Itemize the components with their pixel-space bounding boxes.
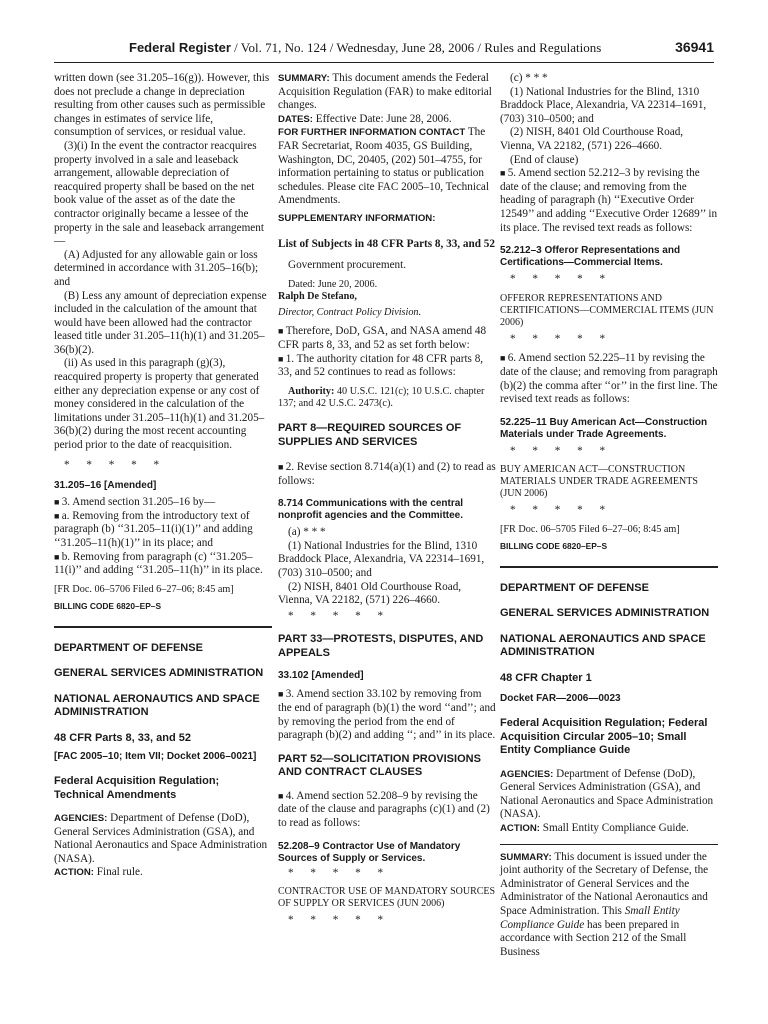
signer-name: Ralph De Stefano, xyxy=(278,290,357,302)
agencies-line: AGENCIES: Department of Defense (DoD), General Services Administration (GSA), and National Aeronautics and Space Administration (NASA). xyxy=(54,812,268,865)
summary-label: SUMMARY: xyxy=(500,851,552,863)
column-2 xyxy=(278,72,496,934)
amendment-instruction: ■ a. Removing from the introductory text of paragraph (b) ‘‘31.205–11(i)(1)’’ and adding ‘‘31.205–11(h)(1)’’ in its place; and xyxy=(54,509,253,549)
square-bullet-icon: ■ xyxy=(278,326,286,337)
clause-title: OFFEROR REPRESENTATIONS AND CERTIFICATIONS—COMMERCIAL ITEMS (JUN 2006) xyxy=(500,292,714,328)
paragraph: (3)(i) In the event the contractor reacquires property involved in a sale and leaseback arrangement, allowable depreciation of reacquired property shall be based on the net book value of the asset as of the date the contractor originally became a lessee of the property in the sale and leaseback arrangement— xyxy=(54,139,264,248)
section-heading: 52.225–11 Buy American Act—Construction Materials under Trade Agreements. xyxy=(500,416,708,440)
address-paragraph: (1) National Industries for the Blind, 1310 Braddock Place, Alexandria, VA 22314–1691, (703) 310–0500; and xyxy=(500,85,707,125)
authority-label: Authority: xyxy=(288,385,335,397)
paragraph-marker: (c) * * * xyxy=(510,72,548,84)
square-bullet-icon: ■ xyxy=(500,168,508,179)
subject-term: Government procurement. xyxy=(288,259,407,272)
section-rule xyxy=(500,844,718,845)
dated-line: Dated: June 20, 2006. xyxy=(288,278,378,290)
action-line: ACTION: Final rule. xyxy=(54,866,143,879)
guide-title-italic: Small Entity Compliance Guide xyxy=(500,905,680,931)
agency-heading: DEPARTMENT OF DEFENSE xyxy=(54,641,203,654)
amendment-instruction: ■ 3. Amend section 31.205–16 by— xyxy=(54,496,216,509)
action-line: ACTION: Small Entity Compliance Guide. xyxy=(500,822,689,835)
signer-title: Director, Contract Policy Division. xyxy=(278,307,422,319)
dates-line: DATES: Effective Date: June 28, 2006. xyxy=(278,112,452,125)
end-of-clause: (End of clause) xyxy=(510,153,579,166)
paragraph: (B) Less any amount of depreciation expense included in the calculation of the amount that would have been allowed had the contractor leased title under 31.205–11(h)(1) and 31.205–36(b)(2). xyxy=(54,289,267,356)
paragraph: (ii) As used in this paragraph (g)(3), reacquired property is property that generated either any depreciation expense or any cost of money considered in the calculation of the limitations under 31.205–11(h)(1) and 31.205–36(b)(2) during the most recent accounting period prior to the date of reacquisition. xyxy=(54,357,265,452)
subjects-heading: List of Subjects in 48 CFR Parts 8, 33, and 52 xyxy=(278,237,495,250)
amendment-instruction: ■ b. Removing from paragraph (c) ‘‘31.205–11(i)’’ and adding ‘‘31.205–11(h)’’ in its place. xyxy=(54,550,263,577)
authority-line: Authority: 40 U.S.C. 121(c); 10 U.S.C. chapter 137; and 42 U.S.C. 2473(c). xyxy=(278,385,485,409)
issue-info: / Vol. 71, No. 124 / Wednesday, June 28, 2006 / Rules and Regulations xyxy=(230,40,602,55)
section-heading: 31.205–16 [Amended] xyxy=(54,480,157,492)
agency-heading: NATIONAL AERONAUTICS AND SPACE ADMINISTRATION xyxy=(500,632,706,659)
amendment-instruction: ■ 6. Amend section 52.225–11 by revising the date of the clause; and removing from paragraph (b)(2) the comma after ‘‘or’’ in the first line. The revised text reads as follows: xyxy=(500,352,718,406)
page-number: 36941 xyxy=(675,39,714,55)
agency-heading: DEPARTMENT OF DEFENSE xyxy=(500,581,649,594)
docket-number: [FAC 2005–10; Item VII; Docket 2006–0021] xyxy=(54,751,257,763)
amendment-instruction: ■ Therefore, DoD, GSA, and NASA amend 48 CFR parts 8, 33, and 52 as set forth below: xyxy=(278,325,487,351)
cfr-parts: 48 CFR Parts 8, 33, and 52 xyxy=(54,731,191,744)
document-title: Federal Acquisition Regulation; Federal Acquisition Circular 2005–10; Small Entity Compliance Guide xyxy=(500,717,708,757)
agencies-label: AGENCIES: xyxy=(500,768,554,780)
dates-label: DATES: xyxy=(278,113,313,125)
journal-name: Federal Register xyxy=(129,40,231,55)
paragraph: (A) Adjusted for any allowable gain or loss determined in accordance with 31.205–16(b); and xyxy=(54,248,259,288)
square-bullet-icon: ■ xyxy=(278,462,286,473)
supplementary-label: SUPPLEMENTARY INFORMATION: xyxy=(278,212,436,224)
part-heading: PART 33—PROTESTS, DISPUTES, AND APPEALS xyxy=(278,633,484,659)
agency-heading: NATIONAL AERONAUTICS AND SPACE ADMINISTRATION xyxy=(54,692,260,719)
amendment-instruction: ■ 3. Amend section 33.102 by removing from the end of paragraph (b)(1) the word ‘‘and’’; and by removing the period from the end of paragraph (b)(2) and adding ‘‘; and’’ in its place. xyxy=(278,688,496,742)
square-bullet-icon: ■ xyxy=(54,551,62,562)
running-header xyxy=(54,40,714,58)
ellipsis-stars: * * * * * xyxy=(510,332,606,345)
agencies-label: AGENCIES: xyxy=(54,813,108,825)
part-heading: PART 8—REQUIRED SOURCES OF SUPPLIES AND SERVICES xyxy=(278,422,462,448)
section-heading: 52.208–9 Contractor Use of Mandatory Sources of Supply or Services. xyxy=(278,840,461,864)
agency-heading: GENERAL SERVICES ADMINISTRATION xyxy=(54,667,264,680)
docket-number: Docket FAR—2006—0023 xyxy=(500,693,621,705)
column-3 xyxy=(500,72,718,959)
amendment-instruction: ■ 5. Amend section 52.212–3 by revising the date of the clause; and removing from the heading of paragraph (h) ‘‘Executive Order 12549’’ and adding ‘‘Executive Order 12689’’ in its place. The revised text reads as follows: xyxy=(500,167,718,234)
summary-paragraph: SUMMARY: This document is issued under the joint authority of the Secretary of Defense, the Administrator of General Services and the Administrator of the National Aeronautics and Space Administration. This Small Entity Compliance Guide has been prepared in accordance with Section 212 of the Small Business xyxy=(500,850,709,958)
ellipsis-stars: * * * * * xyxy=(64,458,160,471)
ellipsis-stars: * * * * * xyxy=(288,609,384,622)
square-bullet-icon: ■ xyxy=(500,353,508,364)
column-1 xyxy=(54,72,272,880)
ellipsis-stars: * * * * * xyxy=(510,273,606,286)
fr-doc-citation: [FR Doc. 06–5705 Filed 6–27–06; 8:45 am] xyxy=(500,523,680,535)
document-separator xyxy=(54,626,272,628)
contact-label: FOR FURTHER INFORMATION CONTACT xyxy=(278,127,466,139)
billing-code: BILLING CODE 6820–EP–S xyxy=(54,600,162,611)
square-bullet-icon: ■ xyxy=(278,353,286,364)
billing-code: BILLING CODE 6820–EP–S xyxy=(500,541,608,552)
cfr-parts: 48 CFR Chapter 1 xyxy=(500,671,592,684)
section-heading: 52.212–3 Offeror Representations and Certifications—Commercial Items. xyxy=(500,245,681,269)
address-paragraph: (2) NISH, 8401 Old Courthouse Road, Vienna, VA 22182, (571) 226–4660. xyxy=(500,126,684,152)
agency-heading: GENERAL SERVICES ADMINISTRATION xyxy=(500,607,710,620)
document-title: Federal Acquisition Regulation; Technical Amendments xyxy=(54,775,220,801)
summary-label: SUMMARY: xyxy=(278,73,330,84)
action-label: ACTION: xyxy=(54,867,94,879)
ellipsis-stars: * * * * * xyxy=(288,866,384,879)
ellipsis-stars: * * * * * xyxy=(510,444,606,457)
address-paragraph: (2) NISH, 8401 Old Courthouse Road, Vienna, VA 22182, (571) 226–4660. xyxy=(278,580,462,607)
square-bullet-icon: ■ xyxy=(54,510,62,521)
header-rule xyxy=(54,62,714,63)
header-title xyxy=(129,40,601,56)
action-label: ACTION: xyxy=(500,823,540,835)
part-heading: PART 52—SOLICITATION PROVISIONS AND CONTRACT CLAUSES xyxy=(278,752,481,779)
amendment-instruction: ■ 4. Amend section 52.208–9 by revising the date of the clause and paragraphs (c)(1) and (2) to read as follows: xyxy=(278,789,490,830)
square-bullet-icon: ■ xyxy=(54,497,62,508)
paragraph-marker: (a) * * * xyxy=(288,526,326,539)
clause-title: BUY AMERICAN ACT—CONSTRUCTION MATERIALS UNDER TRADE AGREEMENTS (JUN 2006) xyxy=(500,464,698,500)
clause-title: CONTRACTOR USE OF MANDATORY SOURCES OF SUPPLY OR SERVICES (JUN 2006) xyxy=(278,886,496,910)
square-bullet-icon: ■ xyxy=(278,790,286,801)
paragraph: written down (see 31.205–16(g)). However, this does not preclude a change in depreciation resulting from other causes such as permissible changes in estimates of service life, consumption of services, or residual value. xyxy=(54,72,270,139)
address-paragraph: (1) National Industries for the Blind, 1310 Braddock Place, Alexandria, VA 22314–1691, (703) 310–0500; and xyxy=(278,539,485,580)
amendment-instruction: ■ 1. The authority citation for 48 CFR parts 8, 33, and 52 continues to read as follows: xyxy=(278,352,484,379)
section-heading: 33.102 [Amended] xyxy=(278,670,364,682)
ellipsis-stars: * * * * * xyxy=(288,914,384,927)
square-bullet-icon: ■ xyxy=(278,689,286,700)
summary-line: SUMMARY: This document amends the Federal Acquisition Regulation (FAR) to make editorial changes. xyxy=(278,72,492,112)
document-separator xyxy=(500,566,718,568)
agencies-line: AGENCIES: Department of Defense (DoD), General Services Administration (GSA), and National Aeronautics and Space Administration (NASA). xyxy=(500,767,714,821)
ellipsis-stars: * * * * * xyxy=(510,504,606,517)
section-heading: 8.714 Communications with the central nonprofit agencies and the Committee. xyxy=(278,498,464,522)
fr-doc-citation: [FR Doc. 06–5706 Filed 6–27–06; 8:45 am] xyxy=(54,583,234,595)
contact-line: FOR FURTHER INFORMATION CONTACT The FAR Secretariat, Room 4035, GS Building, Washington, DC, 20405, (202) 501–4755, for information pertaining to status or publication schedules. Please cite FAC 2005–10, Technical Amendments. xyxy=(278,126,490,207)
amendment-instruction: ■ 2. Revise section 8.714(a)(1) and (2) to read as follows: xyxy=(278,461,496,487)
